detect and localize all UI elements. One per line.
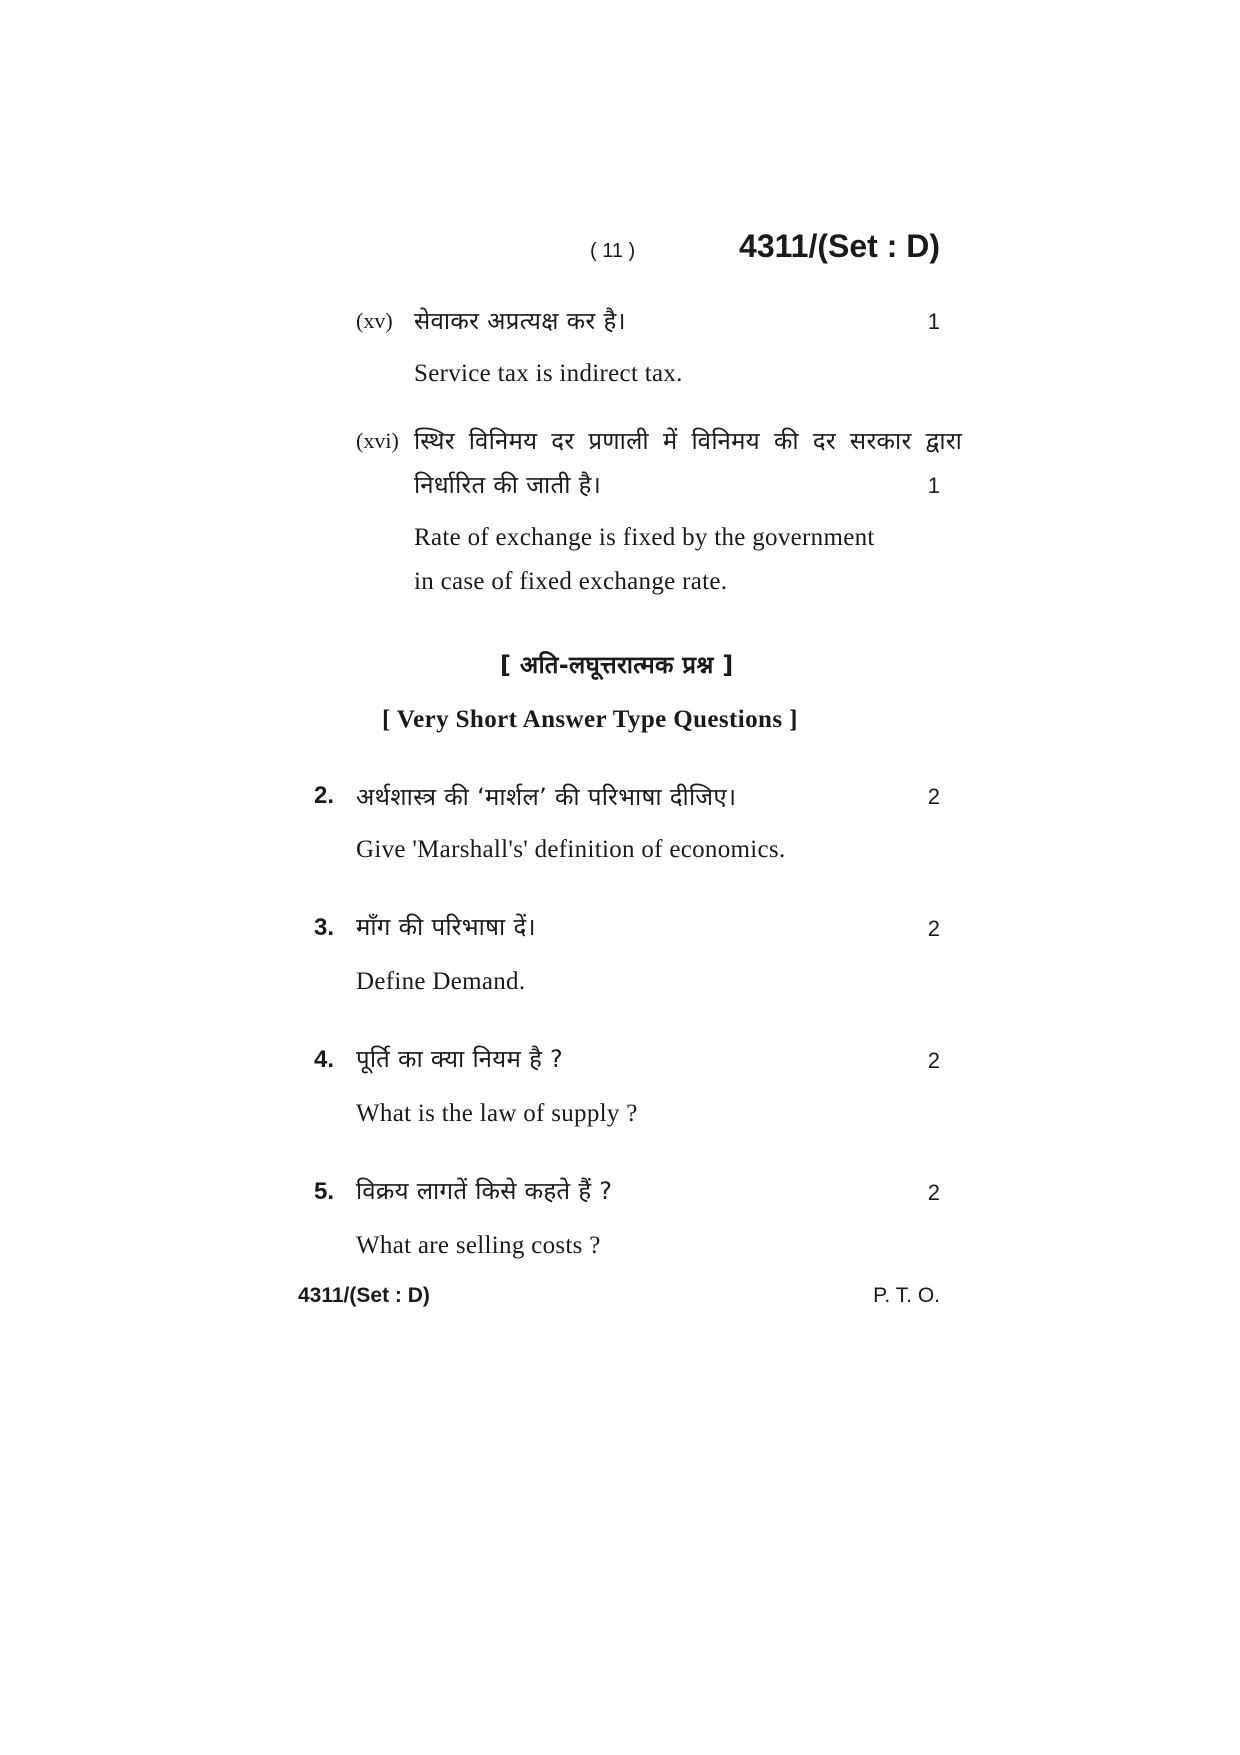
item-label: (xvi) bbox=[356, 428, 399, 453]
paper-code-footer: 4311/(Set : D) bbox=[298, 1284, 430, 1307]
item-marks: 1 bbox=[927, 473, 940, 498]
question-hindi: अर्थशास्त्र की ‘मार्शल’ की परिभाषा दीजिए। bbox=[356, 783, 737, 811]
question-marks: 2 bbox=[927, 1180, 940, 1205]
item-hindi-text: स्थिर विनिमय दर प्रणाली में विनिमय की दर सरकार द्वारा bbox=[414, 427, 963, 455]
question-english: Give 'Marshall's' definition of economics. bbox=[356, 836, 786, 863]
item-english-text: in case of fixed exchange rate. bbox=[414, 568, 728, 595]
question-english: Define Demand. bbox=[356, 968, 526, 995]
question-number: 2. bbox=[314, 782, 335, 809]
question-number: 5. bbox=[314, 1178, 335, 1205]
paper-code-header: 4311/(Set : D) bbox=[739, 228, 940, 264]
item-english-text: Rate of exchange is fixed by the government bbox=[414, 524, 875, 551]
question-english: What are selling costs ? bbox=[356, 1232, 601, 1259]
item-label: (xv) bbox=[356, 308, 393, 333]
page-number: ( 11 ) bbox=[590, 240, 636, 262]
question-hindi: विक्रय लागतें किसे कहते हैं ? bbox=[356, 1177, 613, 1205]
question-marks: 2 bbox=[927, 1048, 940, 1073]
pto-label: P. T. O. bbox=[873, 1284, 940, 1307]
question-english: What is the law of supply ? bbox=[356, 1100, 638, 1127]
section-heading-hindi: [ अति-लघूत्तरात्मक प्रश्न ] bbox=[500, 651, 734, 679]
item-hindi-text: निर्धारित की जाती है। bbox=[414, 471, 602, 499]
question-hindi: पूर्ति का क्या नियम है ? bbox=[356, 1045, 564, 1073]
question-hindi: माँग की परिभाषा दें। bbox=[356, 913, 536, 941]
question-number: 4. bbox=[314, 1046, 335, 1073]
question-marks: 2 bbox=[927, 916, 940, 941]
section-heading-english: [ Very Short Answer Type Questions ] bbox=[382, 706, 798, 733]
question-number: 3. bbox=[314, 914, 335, 941]
item-marks: 1 bbox=[927, 309, 940, 334]
item-hindi-text: सेवाकर अप्रत्यक्ष कर है। bbox=[414, 307, 626, 335]
item-english-text: Service tax is indirect tax. bbox=[414, 360, 683, 387]
question-marks: 2 bbox=[927, 784, 940, 809]
